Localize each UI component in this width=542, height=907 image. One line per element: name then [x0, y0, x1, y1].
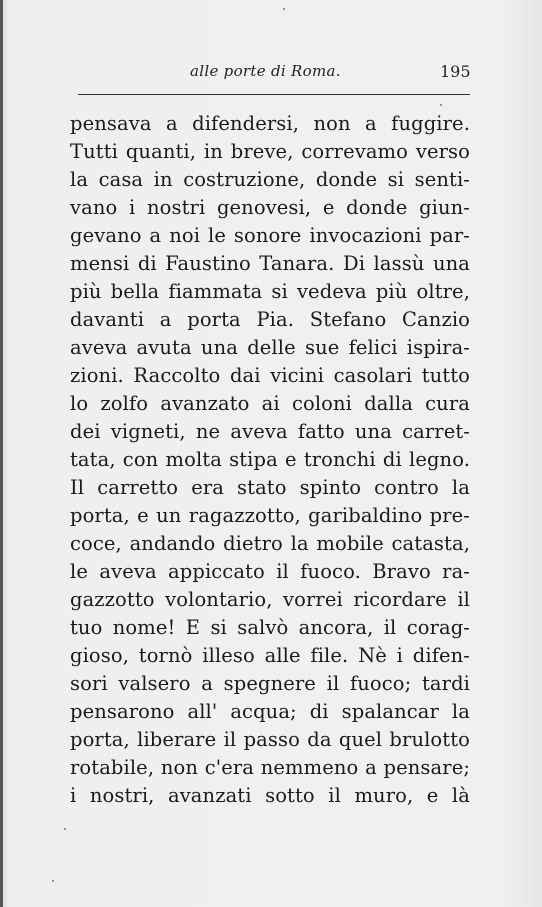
- text-line: tata, con molta stipa e tronchi di legno.: [70, 448, 470, 471]
- text-line: sori valsero a spegnere il fuoco; tardi: [70, 672, 470, 695]
- text-line: coce, andando dietro la mobile catasta,: [70, 532, 470, 555]
- print-speck: [52, 880, 54, 882]
- text-line: aveva avuta una delle sue felici ispira-: [70, 336, 470, 359]
- text-line: tuo nome! E si salvò ancora, il corag-: [70, 616, 470, 639]
- text-line: mensi di Faustino Tanara. Di lassù una: [70, 252, 470, 275]
- body-text: [70, 110, 470, 810]
- text-line: Il carretto era stato spinto contro la: [70, 476, 470, 499]
- print-speck: [283, 8, 285, 10]
- text-line: porta, e un ragazzotto, garibaldino pre-: [70, 504, 470, 527]
- text-line: vano i nostri genovesi, e donde giun-: [70, 196, 470, 219]
- page-edge-shadow: [0, 0, 3, 907]
- text-line: la casa in costruzione, donde si senti-: [70, 168, 470, 191]
- text-line: rotabile, non c'era nemmeno a pensare;: [70, 756, 470, 779]
- running-head: alle porte di Roma.: [190, 62, 341, 80]
- text-line: Tutti quanti, in breve, correvamo verso: [70, 140, 470, 163]
- text-line: pensava a difendersi, non a fuggire.: [70, 112, 470, 135]
- page-header: [0, 62, 542, 86]
- text-line: le aveva appiccato il fuoco. Bravo ra-: [70, 560, 470, 583]
- text-line: gazzotto volontario, vorrei ricordare il: [70, 588, 470, 611]
- print-speck: [440, 104, 442, 106]
- text-line: pensarono all' acqua; di spalancar la: [70, 700, 470, 723]
- print-speck: [64, 828, 66, 830]
- text-line: gevano a noi le sonore invocazioni par-: [70, 224, 470, 247]
- text-line: zioni. Raccolto dai vicini casolari tutto: [70, 364, 470, 387]
- text-line: più bella fiammata si vedeva più oltre,: [70, 280, 470, 303]
- text-line: i nostri, avanzati sotto il muro, e là: [70, 784, 470, 807]
- page-number: 195: [440, 62, 471, 81]
- text-line: dei vigneti, ne aveva fatto una carret-: [70, 420, 470, 443]
- header-rule: [78, 94, 470, 95]
- text-line: porta, liberare il passo da quel brulotto: [70, 728, 470, 751]
- text-line: lo zolfo avanzato ai coloni dalla cura: [70, 392, 470, 415]
- text-line: davanti a porta Pia. Stefano Canzio: [70, 308, 470, 331]
- text-line: gioso, tornò illeso alle file. Nè i difen-: [70, 644, 470, 667]
